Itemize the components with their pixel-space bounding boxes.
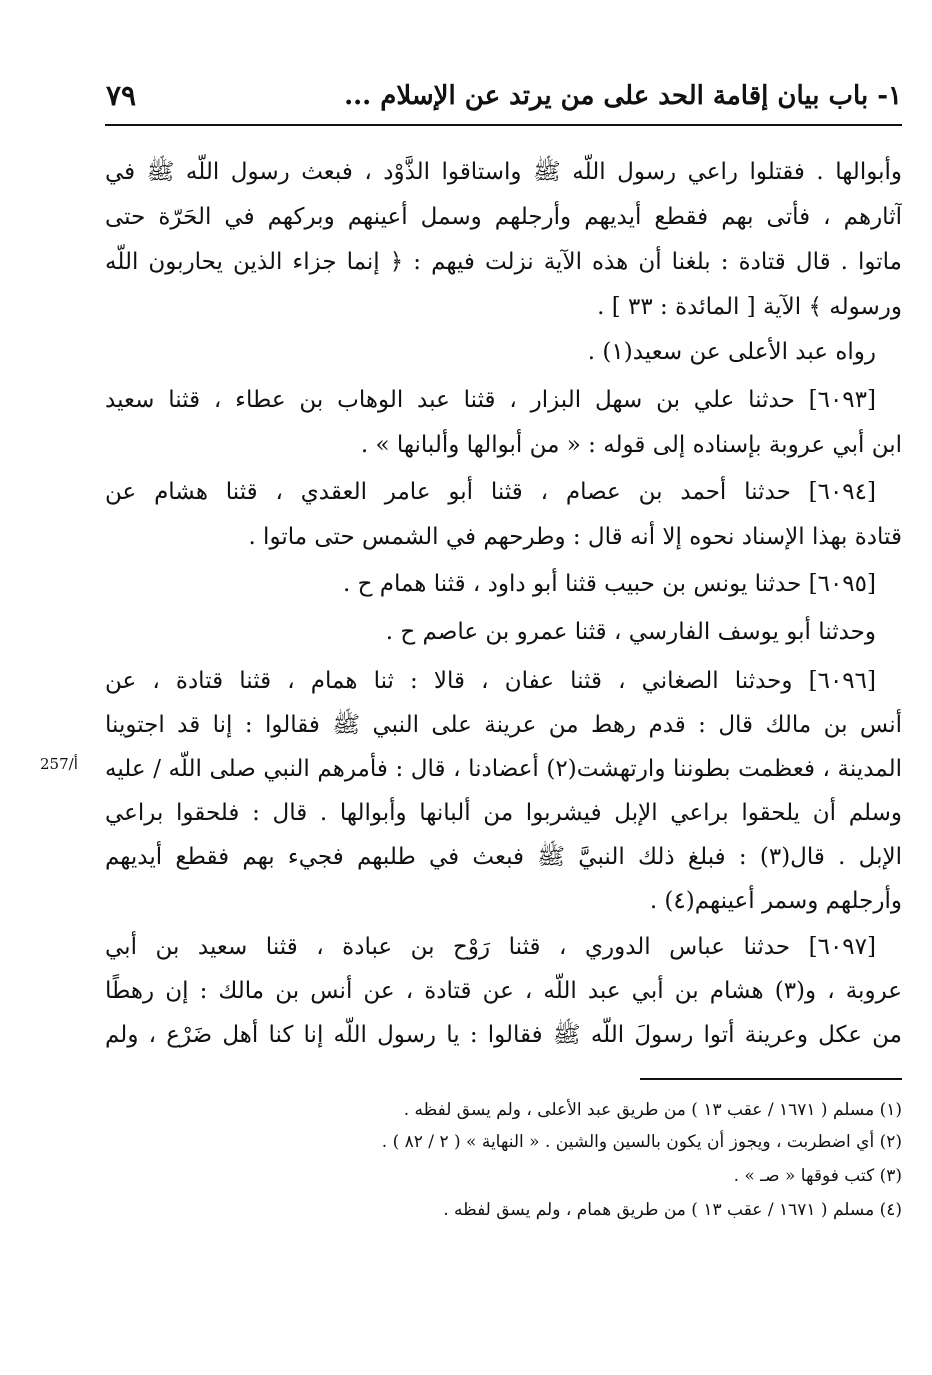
body-line: من عكل وعرينة أتوا رسولَ اللّه ﷺ فقالوا : يا رسول اللّه إنا كنا أهل ضَرْع ، ولم: [105, 1022, 902, 1048]
manuscript-folio-note: 257/أ: [40, 755, 78, 773]
body-line: وأبوالها . فقتلوا راعي رسول اللّه ﷺ واستاقوا الذَّوْد ، فبعث رسول اللّه ﷺ في: [105, 159, 902, 185]
body-line: وحدثنا أبو يوسف الفارسي ، قثنا عمرو بن عاصم ح .: [385, 619, 876, 645]
footnote: (٢) أي اضطربت ، ويجوز أن يكون بالسين والشين . « النهاية » ( ٢ / ٨٢ ) .: [381, 1132, 902, 1152]
hadith-6096-line: [٦٠٩٦] وحدثنا الصغاني ، قثنا عفان ، قالا : ثنا همام ، قثنا قتادة ، عن: [105, 668, 876, 694]
header-divider: [105, 124, 902, 126]
page-number: ٧٩: [106, 79, 137, 112]
footnote: (٤) مسلم ( ١٦٧١ / عقب ١٣ ) من طريق همام ، ولم يسق لفظه .: [443, 1200, 902, 1220]
footnote-divider: [640, 1078, 902, 1080]
body-line: الإبل . قال(٣) : فبلغ ذلك النبيَّ ﷺ فبعث في طلبهم فجيء بهم فقطع أيديهم: [105, 844, 902, 870]
body-line: وأرجلهم وسمر أعينهم(٤) .: [649, 888, 902, 914]
running-header-title: ١- باب بيان إقامة الحد على من يرتد عن الإسلام ...: [344, 81, 902, 111]
body-line: المدينة ، فعظمت بطوننا وارتهشت(٢) أعضادنا ، قال : فأمرهم النبي صلى اللّه / عليه: [105, 756, 902, 782]
body-line: ابن أبي عروبة بإسناده إلى قوله : « من أبوالها وألبانها » .: [360, 432, 902, 458]
body-line: ماتوا . قال قتادة : بلغنا أن هذه الآية نزلت فيهم : ﴿ إنما جزاء الذين يحاربون اللّه: [105, 249, 902, 275]
footnote: (١) مسلم ( ١٦٧١ / عقب ١٣ ) من طريق عبد الأعلى ، ولم يسق لفظه .: [403, 1100, 902, 1120]
body-line: ورسوله ﴾ الآية [ المائدة : ٣٣ ] .: [597, 294, 902, 320]
hadith-6095-line: [٦٠٩٥] حدثنا يونس بن حبيب قثنا أبو داود ، قثنا همام ح .: [342, 571, 876, 597]
body-line: آثارهم ، فأتى بهم فقطع أيديهم وأرجلهم وسمل أعينهم وبركهم في الحَرّة حتى: [105, 204, 902, 230]
body-line: وسلم أن يلحقوا براعي الإبل فيشربوا من ألبانها وأبوالها . قال : فلحقوا براعي: [105, 800, 902, 826]
footnote: (٣) كتب فوقها « صـ » .: [733, 1166, 902, 1186]
hadith-6094-line: [٦٠٩٤] حدثنا أحمد بن عصام ، قثنا أبو عامر العقدي ، قثنا هشام عن: [105, 479, 876, 505]
body-line: قتادة بهذا الإسناد نحوه إلا أنه قال : وطرحهم في الشمس حتى ماتوا .: [248, 524, 902, 550]
hadith-6097-line: [٦٠٩٧] حدثنا عباس الدوري ، قثنا رَوْح بن عبادة ، قثنا سعيد بن أبي: [105, 934, 876, 960]
body-line: عروبة ، و(٣) هشام بن أبي عبد اللّه ، عن قتادة ، عن أنس بن مالك : إن رهطًا: [105, 978, 902, 1004]
body-line: أنس بن مالك قال : قدم رهط من عرينة على النبي ﷺ فقالوا : إنا قد اجتوينا: [105, 712, 902, 738]
hadith-6093-line: [٦٠٩٣] حدثنا علي بن سهل البزار ، قثنا عبد الوهاب بن عطاء ، قثنا سعيد: [105, 387, 876, 413]
body-line: رواه عبد الأعلى عن سعيد(١) .: [587, 339, 876, 365]
